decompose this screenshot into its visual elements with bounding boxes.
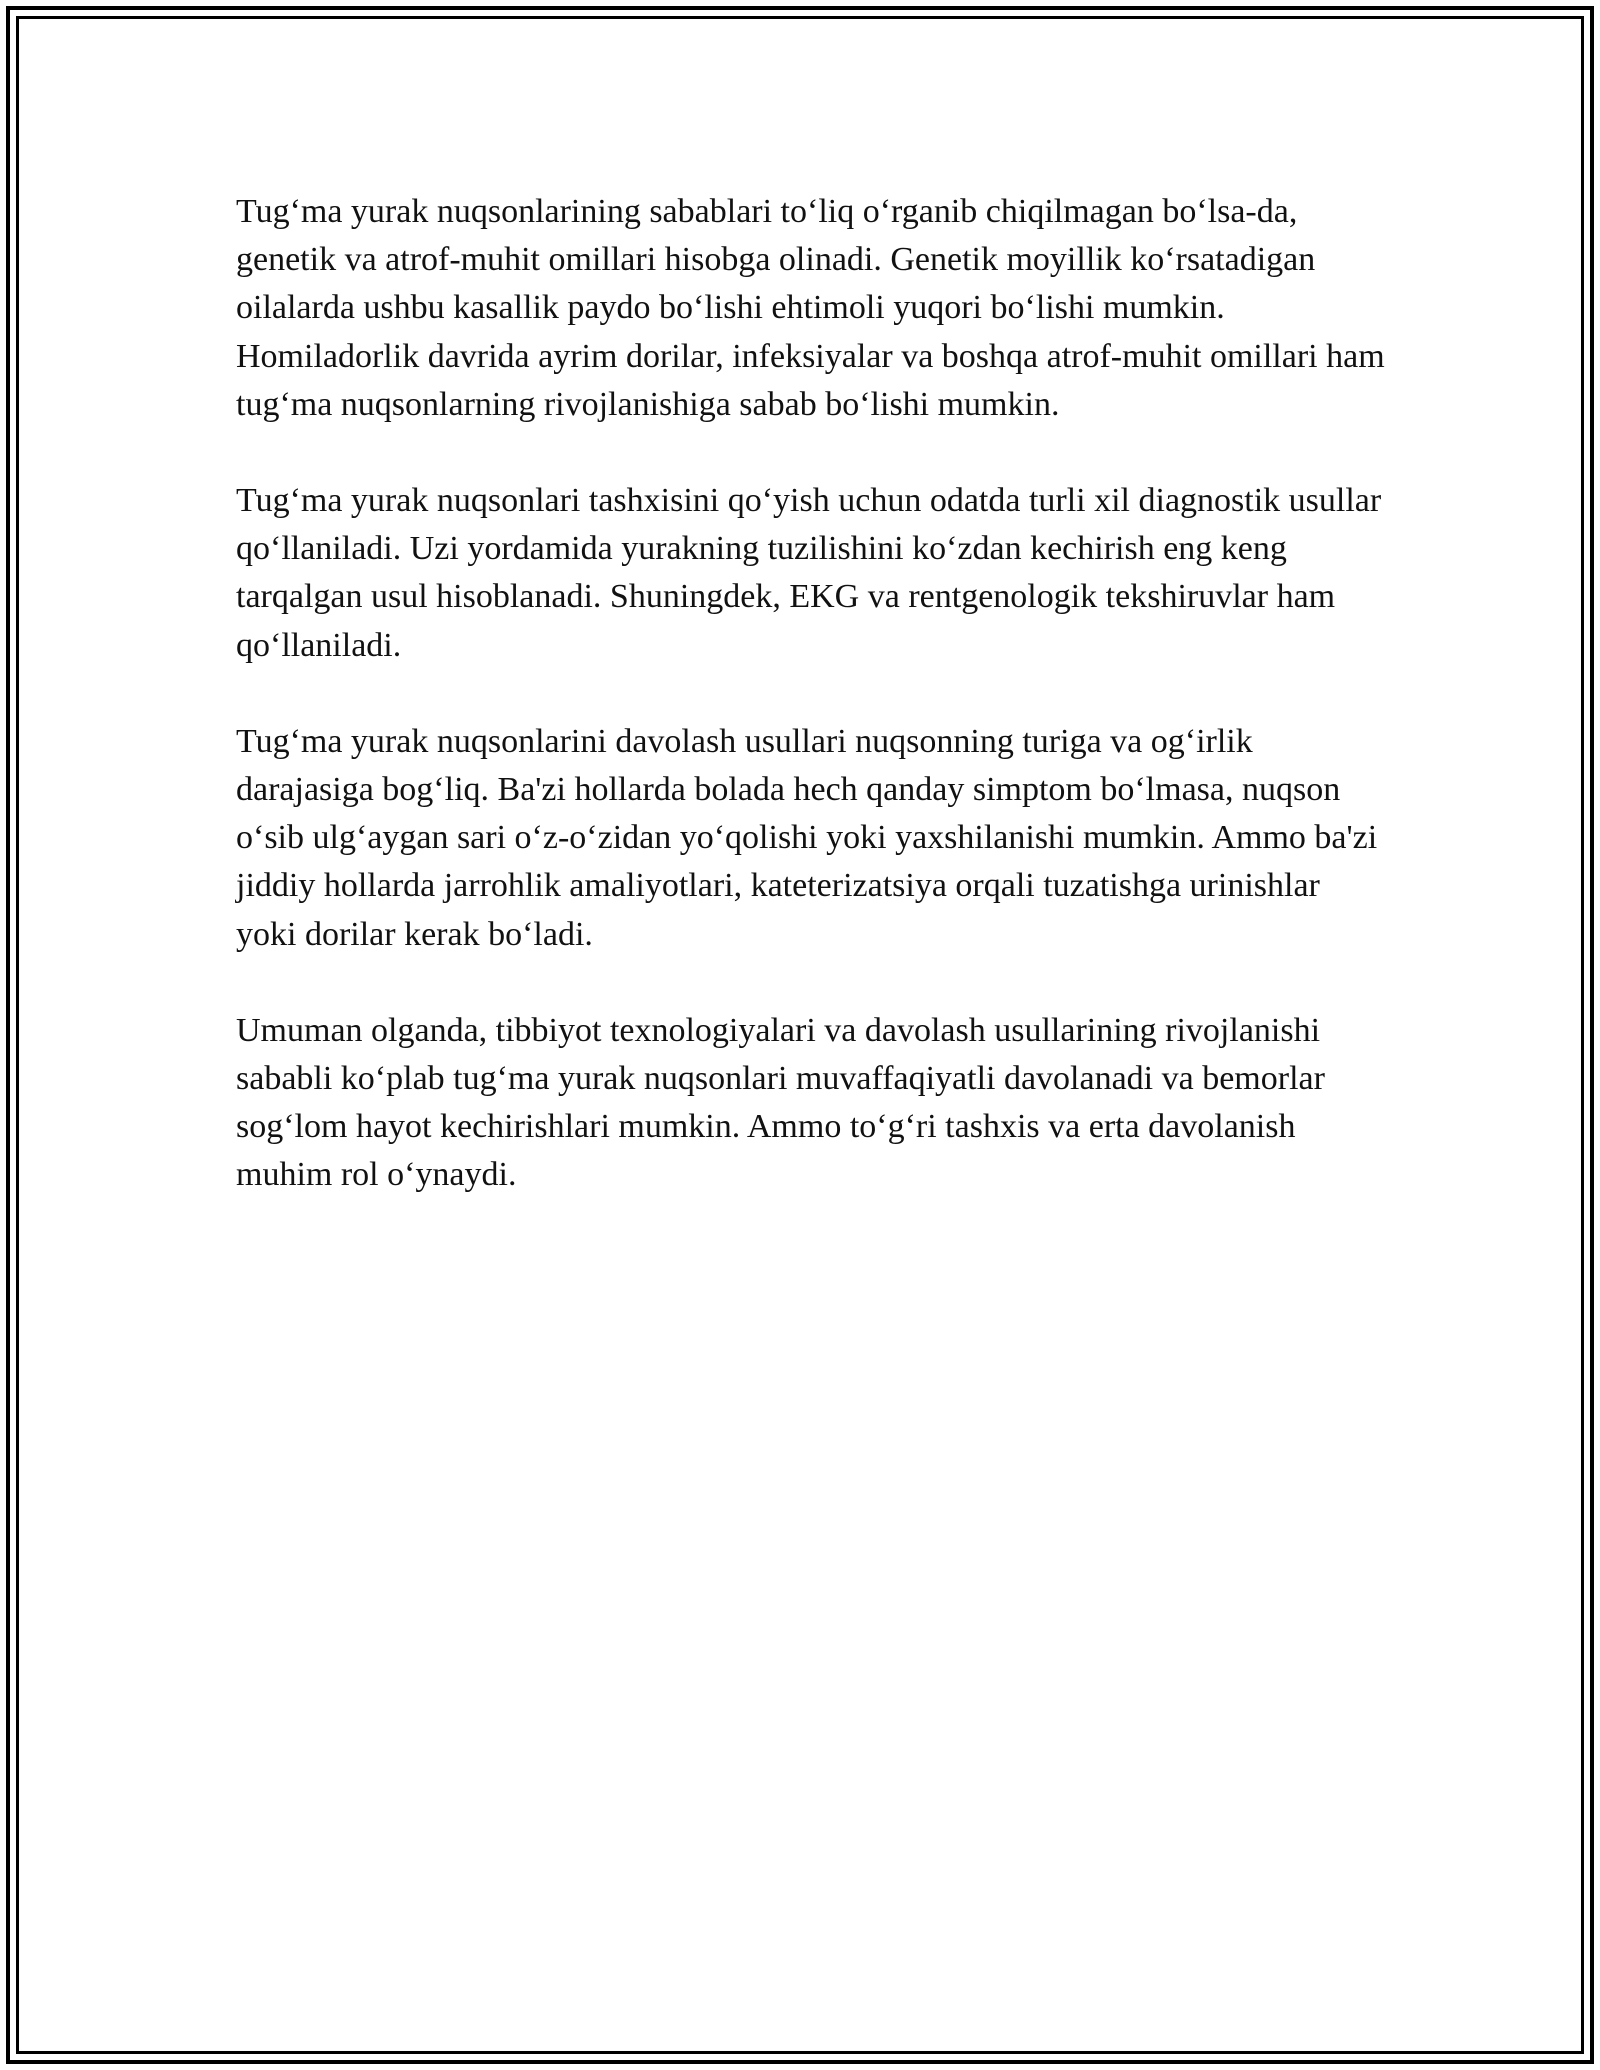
paragraph-diagnosis: Tug‘ma yurak nuqsonlari tashxisini qo‘yish uchun odatda turli xil diagnostik usullar qo‘llaniladi. Uzi yordamida yurakning tuzilishini ko‘zdan kechirish eng keng tarqalgan usul hisoblanadi. Shuningdek, EKG va rentgenologik tekshiruvlar ham qo‘llaniladi. xyxy=(236,482,1382,664)
document-body xyxy=(236,188,1386,1248)
paragraph-treatment: Tug‘ma yurak nuqsonlarini davolash usullari nuqsonning turiga va og‘irlik darajasiga bog‘liq. Ba'zi hollarda bolada hech qanday simptom bo‘lmasa, nuqson o‘sib ulg‘aygan sari o‘z-o‘zidan yo‘qolishi yoki yaxshilanishi mumkin. Ammo ba'zi jiddiy hollarda jarrohlik amaliyotlari, kateterizatsiya orqali tuzatishga urinishlar yoki dorilar kerak bo‘ladi. xyxy=(236,722,1378,953)
paragraph-conclusion: Umuman olganda, tibbiyot texnologiyalari va davolash usullarining rivojlanishi sababli ko‘plab tug‘ma yurak nuqsonlari muvaffaqiyatli davolanadi va bemorlar sog‘lom hayot kechirishlari mumkin. Ammo to‘g‘ri tashxis va erta davolanish muhim rol o‘ynaydi. xyxy=(236,1011,1325,1194)
paragraph-causes: Tug‘ma yurak nuqsonlarining sabablari to‘liq o‘rganib chiqilmagan bo‘lsa-da, genetik va atrof-muhit omillari hisobga olinadi. Genetik moyillik ko‘rsatadigan oilalarda ushbu kasallik paydo bo‘lishi ehtimoli yuqori bo‘lishi mumkin. Homiladorlik davrida ayrim dorilar, infeksiyalar va boshqa atrof-muhit omillari ham tug‘ma nuqsonlarning rivojlanishiga sabab bo‘lishi mumkin. xyxy=(236,193,1385,423)
